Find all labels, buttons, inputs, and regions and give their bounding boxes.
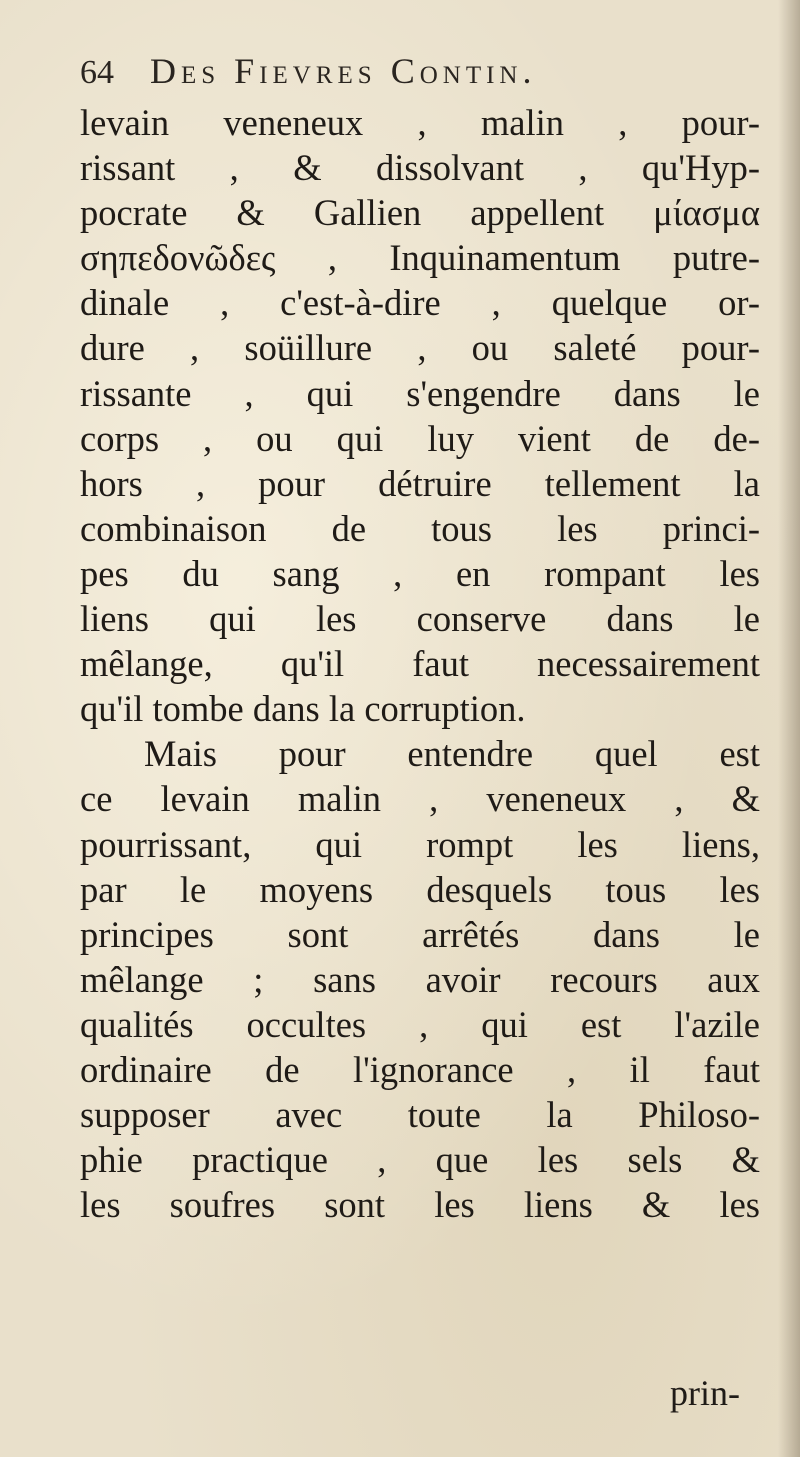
text-line: pes du sang , en rompant les [80, 552, 760, 594]
catchword: prin- [670, 1373, 740, 1413]
page-number: 64 [80, 54, 114, 91]
text-line: phie practique , que les sels & [80, 1139, 760, 1181]
text-line: σηπεδονῶδες , Inquinamentum putre- [80, 237, 760, 279]
paragraph-end-line: qu'il tombe dans la corruption. [80, 688, 526, 730]
text-line: corps , ou qui luy vient de de- [80, 417, 760, 459]
text-line: principes sont arrêtés dans le [80, 913, 760, 955]
text-line: levain veneneux , malin , pour- [80, 102, 760, 143]
text-line: liens qui les conserve dans le [80, 598, 760, 640]
text-line: dure , soüillure , ou saleté pour- [80, 327, 760, 369]
text-line: supposer avec toute la Philoso- [80, 1094, 760, 1136]
body-text [80, 100, 760, 1227]
text-line: pocrate & Gallien appellent μίασμα [80, 192, 760, 234]
paragraph-start-line: Mais pour entendre quel est [144, 733, 760, 775]
text-line: rissant , & dissolvant , qu'Hyp- [80, 147, 760, 189]
page-header [80, 50, 720, 100]
text-line: pourrissant, qui rompt les liens, [80, 823, 760, 865]
page-gutter-shadow [778, 0, 800, 1457]
text-line: hors , pour détruire tellement la [80, 462, 760, 504]
text-line: qualités occultes , qui est l'azile [80, 1003, 760, 1045]
text-line: dinale , c'est-à-dire , quelque or- [80, 282, 760, 324]
text-line: ce levain malin , veneneux , & [80, 778, 760, 820]
text-line: les soufres sont les liens & les [80, 1184, 760, 1226]
text-line: mêlange ; sans avoir recours aux [80, 958, 760, 1000]
running-head: Des Fievres Contin. [150, 51, 537, 91]
text-line: par le moyens desquels tous les [80, 868, 760, 910]
text-line: rissante , qui s'engendre dans le [80, 372, 760, 414]
text-line: mêlange, qu'il faut necessairement [80, 643, 760, 685]
text-line: ordinaire de l'ignorance , il faut [80, 1048, 760, 1090]
text-line: combinaison de tous les princi- [80, 507, 760, 549]
